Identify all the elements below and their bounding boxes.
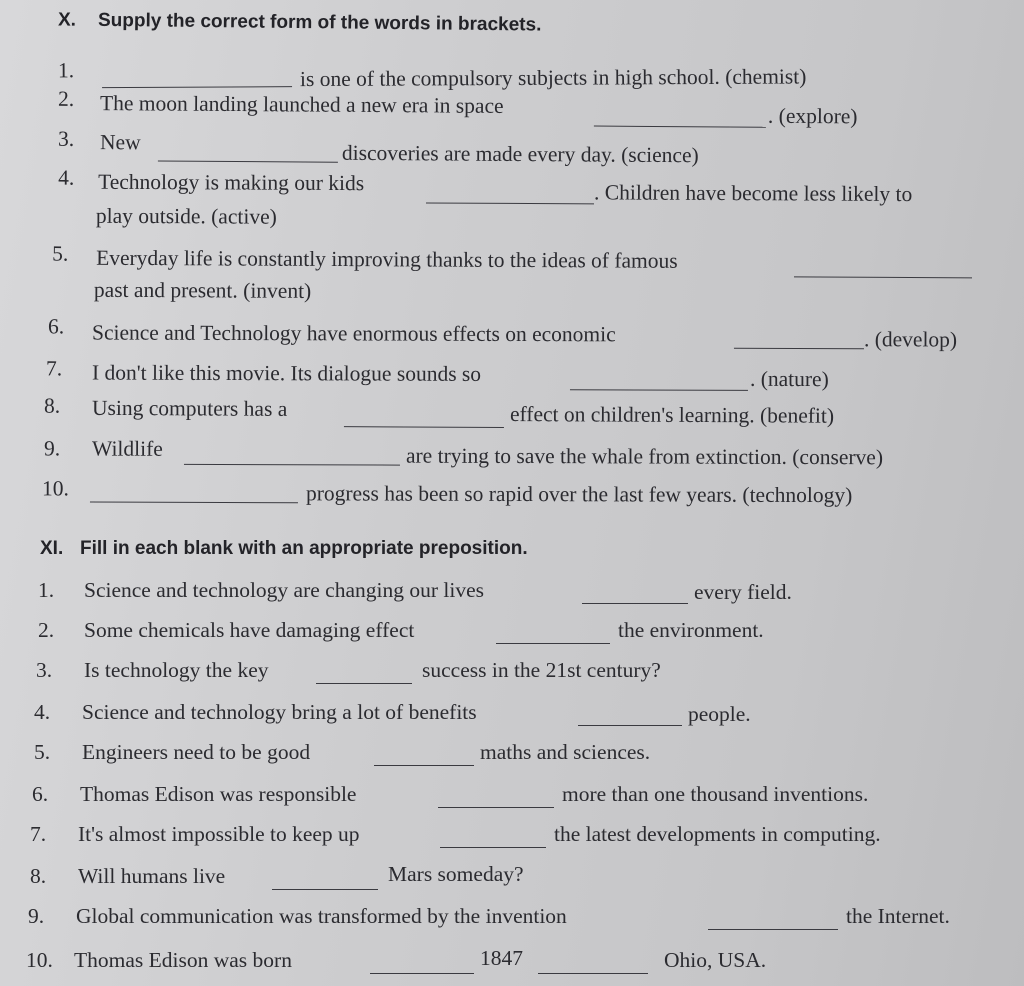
xi-item-6-text-b: more than one thousand inventions. bbox=[562, 782, 869, 806]
x-item-2-blank[interactable] bbox=[594, 125, 766, 128]
x-item-5-text-a: Everyday life is constantly improving thanks to the ideas of famous bbox=[96, 245, 678, 273]
xi-item-10-text-a: Thomas Edison was born bbox=[74, 948, 292, 972]
x-item-8 bbox=[44, 394, 964, 439]
xi-item-1-text-a: Science and technology are changing our lives bbox=[84, 578, 484, 602]
xi-item-6-text-a: Thomas Edison was responsible bbox=[80, 782, 357, 806]
xi-item-6-blank[interactable] bbox=[438, 806, 554, 808]
x-item-5-number: 5. bbox=[52, 241, 69, 266]
xi-item-3-text-b: success in the 21st century? bbox=[422, 658, 661, 682]
x-item-6 bbox=[48, 314, 988, 357]
xi-item-4-number: 4. bbox=[34, 700, 51, 724]
xi-item-4-text-a: Science and technology bring a lot of benefits bbox=[82, 700, 477, 724]
x-item-8-blank[interactable] bbox=[344, 425, 504, 428]
x-item-6-text-a: Science and Technology have enormous effects on economic bbox=[91, 320, 616, 347]
x-item-4-text-c: play outside. (active) bbox=[95, 203, 277, 229]
xi-item-4-text-b: people. bbox=[688, 702, 751, 726]
x-item-7-text-b: . (nature) bbox=[749, 366, 829, 392]
x-item-2-number: 2. bbox=[57, 86, 75, 111]
xi-item-2-text-a: Some chemicals have damaging effect bbox=[84, 618, 415, 642]
xi-item-9-blank[interactable] bbox=[708, 928, 838, 930]
xi-item-5-blank[interactable] bbox=[374, 764, 474, 766]
xi-item-6-number: 6. bbox=[32, 782, 49, 806]
xi-item-2-number: 2. bbox=[38, 618, 55, 642]
x-item-10-blank[interactable] bbox=[90, 501, 298, 504]
x-item-10-text: progress has been so rapid over the last few years. (technology) bbox=[305, 481, 853, 508]
x-item-1-number: 1. bbox=[57, 58, 75, 83]
x-item-4-text-b: . Children have become less likely to bbox=[593, 180, 913, 207]
section-xi-label: XI. bbox=[40, 538, 64, 559]
xi-item-2-text-b: the environment. bbox=[618, 618, 764, 642]
xi-item-7-text-a: It's almost impossible to keep up bbox=[78, 822, 360, 846]
x-item-3-number: 3. bbox=[57, 126, 75, 151]
xi-item-2 bbox=[38, 618, 938, 658]
xi-item-5-text-b: maths and sciences. bbox=[480, 740, 651, 764]
x-item-2-text-a: The moon landing launched a new era in space bbox=[99, 91, 504, 118]
xi-item-1-number: 1. bbox=[38, 578, 55, 602]
xi-item-4-blank[interactable] bbox=[578, 724, 682, 726]
xi-item-10-blank-1[interactable] bbox=[370, 972, 474, 974]
xi-item-5-number: 5. bbox=[34, 740, 51, 764]
x-item-7-text-a: I don't like this movie. Its dialogue sounds so bbox=[91, 360, 482, 386]
x-item-10-number: 10. bbox=[41, 476, 69, 501]
xi-item-8-text-b: Mars someday? bbox=[388, 862, 524, 886]
xi-item-3-text-a: Is technology the key bbox=[84, 658, 269, 682]
x-item-10 bbox=[42, 476, 982, 519]
section-x-label: X. bbox=[57, 9, 77, 31]
x-item-4-blank[interactable] bbox=[426, 201, 594, 204]
x-item-7 bbox=[46, 356, 966, 399]
x-item-8-text-a: Using computers has a bbox=[91, 395, 288, 421]
section-xi-title: Fill in each blank with an appropriate preposition. bbox=[80, 538, 528, 559]
xi-item-9 bbox=[28, 904, 998, 944]
x-item-9-number: 9. bbox=[43, 436, 61, 461]
xi-item-6 bbox=[32, 782, 972, 822]
x-item-3-text-a: New bbox=[99, 130, 141, 155]
xi-item-8-text-a: Will humans live bbox=[78, 864, 226, 888]
xi-item-5-text-a: Engineers need to be good bbox=[82, 740, 311, 764]
x-item-2 bbox=[58, 87, 978, 133]
x-item-9-text-b: are trying to save the whale from extinction. (conserve) bbox=[405, 443, 884, 470]
xi-item-8-number: 8. bbox=[30, 864, 47, 888]
xi-item-7-number: 7. bbox=[30, 822, 47, 846]
x-item-6-text-b: . (develop) bbox=[863, 327, 958, 352]
xi-item-1 bbox=[38, 578, 938, 618]
xi-item-5 bbox=[34, 740, 934, 780]
x-item-1-text: is one of the compulsory subjects in high school. (chemist) bbox=[299, 64, 807, 92]
xi-item-10-number: 10. bbox=[26, 948, 53, 972]
xi-item-1-text-b: every field. bbox=[694, 580, 792, 604]
xi-item-9-text-b: the Internet. bbox=[846, 904, 950, 928]
x-item-9-blank[interactable] bbox=[184, 463, 400, 466]
xi-item-7 bbox=[30, 822, 980, 862]
x-item-9 bbox=[44, 436, 984, 479]
x-item-5-text-c: past and present. (invent) bbox=[93, 277, 312, 303]
section-x-title: Supply the correct form of the words in brackets. bbox=[97, 9, 542, 36]
x-item-6-blank[interactable] bbox=[734, 347, 864, 349]
xi-item-1-blank[interactable] bbox=[582, 602, 688, 604]
xi-item-3-blank[interactable] bbox=[316, 682, 412, 684]
x-item-4 bbox=[58, 166, 988, 241]
xi-item-10-text-b: 1847 bbox=[480, 946, 523, 970]
x-item-7-blank[interactable] bbox=[570, 388, 748, 391]
xi-item-7-text-b: the latest developments in computing. bbox=[554, 822, 881, 846]
xi-item-10 bbox=[26, 948, 926, 986]
x-item-6-number: 6. bbox=[47, 314, 65, 339]
xi-item-9-number: 9. bbox=[28, 904, 45, 928]
section-xi-heading bbox=[40, 538, 528, 560]
x-item-8-number: 8. bbox=[43, 393, 61, 418]
x-item-9-text-a: Wildlife bbox=[91, 436, 163, 461]
x-item-4-text-a: Technology is making our kids bbox=[98, 169, 365, 196]
xi-item-2-blank[interactable] bbox=[496, 642, 610, 644]
xi-item-9-text-a: Global communication was transformed by the invention bbox=[76, 904, 567, 928]
section-x-heading bbox=[58, 9, 542, 36]
xi-item-10-blank-2[interactable] bbox=[538, 972, 648, 974]
x-item-5 bbox=[52, 242, 992, 317]
x-item-4-number: 4. bbox=[58, 165, 75, 190]
xi-item-7-blank[interactable] bbox=[440, 846, 546, 848]
xi-item-8 bbox=[30, 864, 930, 904]
x-item-8-text-b: effect on children's learning. (benefit) bbox=[509, 402, 835, 428]
x-item-5-blank[interactable] bbox=[794, 275, 972, 278]
x-item-3-text-b: discoveries are made every day. (science) bbox=[341, 140, 699, 168]
xi-item-3-number: 3. bbox=[36, 658, 53, 682]
x-item-3-blank[interactable] bbox=[158, 159, 338, 162]
x-item-7-number: 7. bbox=[45, 356, 63, 381]
xi-item-4 bbox=[34, 700, 934, 740]
xi-item-8-blank[interactable] bbox=[272, 888, 378, 890]
xi-item-3 bbox=[36, 658, 936, 698]
xi-item-10-text-c: Ohio, USA. bbox=[664, 948, 767, 972]
x-item-2-text-b: . (explore) bbox=[767, 103, 858, 129]
